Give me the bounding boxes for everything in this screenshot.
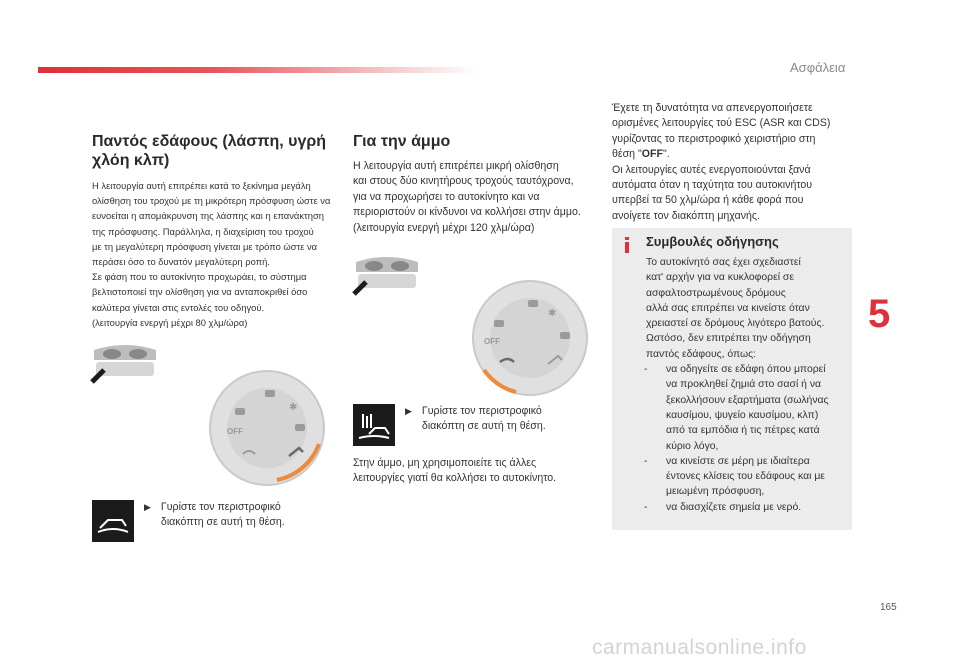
driving-tips-list [646,362,846,515]
column-sand [353,132,593,236]
dashboard-illustration-sand [352,248,422,296]
sand-description: Η λειτουργία αυτή επιτρέπει μικρή ολίσθηση και στους δύο κινητήρους τροχούς ταυτόχρονα, για να προχωρήσει το αυτοκίνητο και να περιοριστούν οι κίνδυνοι να κολλήσει στην άμμο. (λειτουργία ενεργή μέχρι 120 χλμ/ώρα) [353,160,581,234]
dashboard-illustration [90,336,160,384]
list-item: - να διασχίζετε σημεία με νερό. [646,500,846,515]
driving-tips-intro: Το αυτοκίνητό σας έχει σχεδιαστεί κατ' αρχήν για να κυκλοφορεί σε ασφαλτοστρωμένους δρόμους αλλά σας επιτρέπει να κινείστε όταν χρειαστεί σε δρόμους λιγότερο βατούς. Ωστόσο, δεν επιτρέπει την οδήγηση παντός εδάφους, όπως: [646,257,825,360]
all-terrain-step [92,500,285,542]
driving-tips-box [612,228,852,530]
column-all-terrain [92,132,332,330]
sand-step-text: Γυρίστε τον περιστροφικό διακόπτη σε αυτή τη θέση. [421,405,546,432]
all-terrain-step-text: Γυρίστε τον περιστροφικό διακόπτη σε αυτή τη θέση. [160,501,285,528]
bullet-arrow-icon-sand: ▶ [405,406,412,416]
svg-text:✱: ✱ [548,308,557,319]
section-title: Ασφάλεια [790,60,846,75]
esc-disable-text: Έχετε τη δυνατότητα να απενεργοποιήσετε ορισμένες λειτουργίες τού ESC (ASR και CDS) γυρίζοντας το περιστροφικό χειριστήριο στη θέση "OFF". [612,102,831,161]
heading-all-terrain: Παντός εδάφους (λάσπη, υγρή χλόη κλπ) [92,133,327,169]
column-esc-disable [612,101,857,224]
list-item: - να οδηγείτε σε εδάφη όπου μπορεί να προκληθεί ζημιά στο σασί ή να ξεκολλήσουν εξαρτήματα (σωλήνας καυσίμου, ψυγείο καυσίμου, κλπ) από τα εμπόδια ή τις πέτρες κατά κύριο λόγο, [646,362,846,454]
sand-mode-icon [353,404,395,446]
page-number: 165 [880,602,897,613]
driving-tips-title: Συμβουλές οδήγησης [646,234,779,249]
mud-mode-icon [92,500,134,542]
esc-reactivation-text: Οι λειτουργίες αυτές ενεργοποιούνται ξανά αυτόματα όταν η ταχύτητα του αυτοκινήτου υπερβεί τα 50 χλμ/ώρα ή κάθε φορά που ανοίγετε τον διακόπτη μηχανής. [612,163,813,222]
watermark: carmanualsonline.info [592,636,807,659]
dial-off-label: OFF [227,427,243,436]
rotary-selector-dial [207,368,327,488]
sand-note: Στην άμμο, μη χρησιμοποιείτε τις άλλες λειτουργίες γιατί θα κολλήσει το αυτοκίνητο. [353,457,557,485]
sand-step [353,404,546,446]
bullet-arrow-icon: ▶ [144,502,151,512]
dial-off-label-sand: OFF [484,337,500,346]
svg-text:✱: ✱ [289,402,298,413]
header-accent-bar [38,67,478,73]
all-terrain-description: Η λειτουργία αυτή επιτρέπει κατά το ξεκίνημα μεγάλη ολίσθηση του τροχού με τη μικρότερη πρόσφυση ώστε να ευνοείται η απομάκρυνση της λάσπης και η επανάκτηση της πρόσφυσης. Παράλληλα, η διαχείριση του τροχού με τη μεγαλύτερη πρόσφυση γίνεται με τρόπο ώστε να περάσει όσο το δυνατόν μεγαλύτερη ροπή. Σε φάση που το αυτοκίνητο προχωράει, το σύστημα βελτιστοποιεί την ολίσθηση για να ανταποκριθεί όσο καλύτερα γίνεται στις εντολές του οδηγού. (λειτουργία ενεργή μέχρι 80 χλμ/ώρα) [92,180,331,328]
heading-sand: Για την άμμο [353,133,451,150]
chapter-number: 5 [868,292,891,336]
info-icon [620,236,634,254]
rotary-selector-dial-sand [470,278,590,398]
list-item: - να κινείστε σε μέρη με ιδιαίτερα έντονες κλίσεις του εδάφους και με μειωμένη πρόσφυση, [646,454,846,500]
